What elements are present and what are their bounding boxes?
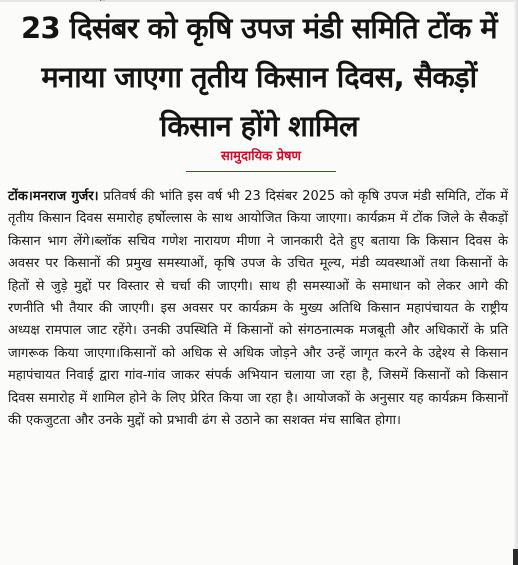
page-edge [514,0,518,565]
cut-off-previous-text [96,0,106,1]
byline: सामुदायिक प्रेषण [221,149,301,164]
top-border [0,0,518,2]
edge-mark [513,549,518,565]
dateline: टोंक।मनराज गुर्जर। [8,189,99,204]
byline-underline [186,171,336,172]
article-body [8,186,508,432]
headline: 23 दिसंबर को कृषि उपज मंडी समिति टोंक में मनाया जाएगा तृतीय किसान दिवस, सैकड़ों किसान होंगे शामिल [20,11,498,143]
article-text: प्रतिवर्ष की भांति इस वर्ष भी 23 दिसंबर 2025 को कृषि उपज मंडी समिति, टोंक में तृतीय किसान दिवस समारोह हर्षोल्लास के साथ आयोजित किया जाएगा। कार्यक्रम में टोंक जिले के सैकड़ों किसान भाग लेंगे।ब्लॉक सचिव गणेश नारायण मीणा ने जानकारी देते हुए बताया कि किसान दिवस के अवसर पर किसानों की प्रमुख समस्याओं, कृषि उपज के उचित मूल्य, मंडी व्यवस्थाओं तथा किसानों के हितों से जुड़े मुद्दों पर विस्तार से चर्चा की जाएगी। साथ ही समस्याओं के समाधान को लेकर आगे की रणनीति भी तैयार की जाएगी। इस अवसर पर कार्यक्रम के मुख्य अतिथि किसान महापंचायत के राष्ट्रीय अध्यक्ष रामपाल जाट रहेंगे। उनकी उपस्थिति में किसानों को संगठनात्मक मजबूती और अधिकारों के प्रति जागरूक किया जाएगा।किसानों को अधिक से अधिक जोड़ने और उन्हें जागृत करने के उद्देश्य से किसान महापंचायत निवाई द्वारा गांव-गांव जाकर संपर्क अभियान चलाया जा रहा है, जिसमें किसानों को किसान दिवस समारोह में शामिल होने के लिए प्रेरित किया जा रहा है। आयोजकों के अनुसार यह कार्यक्रम किसानों की एकजुटता और उनके मुद्दों को प्रभावी ढंग से उठाने का सशक्त मंच साबित होगा। [8,189,508,429]
